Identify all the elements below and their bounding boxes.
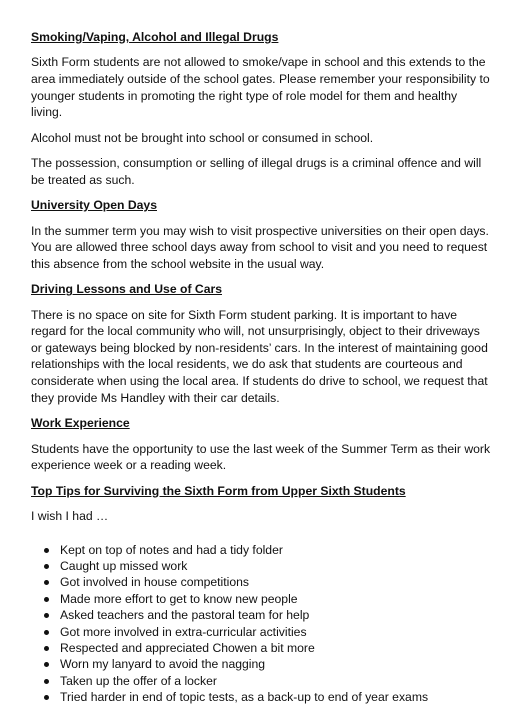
list-item	[31, 542, 491, 558]
paragraph: Sixth Form students are not allowed to smoke/vape in school and this extends to the area immediately outside of the school gates. Please remember your responsibility to younger students in promoting the right type of role model for them and healthy living.	[31, 55, 490, 120]
section-heading: University Open Days	[31, 198, 157, 213]
list-item	[31, 591, 491, 607]
list-item-text: Got involved in house competitions	[60, 575, 250, 590]
bullet-icon	[44, 662, 49, 667]
bullet-icon	[44, 613, 49, 618]
list-item	[31, 689, 491, 705]
section-heading: Work Experience	[31, 416, 130, 431]
bullet-icon	[44, 564, 49, 569]
section-heading: Driving Lessons and Use of Cars	[31, 282, 222, 297]
list-item-text: Worn my lanyard to avoid the nagging	[60, 657, 266, 672]
paragraph: There is no space on site for Sixth Form student parking. It is important to have regard for the local community who will, not unsurprisingly, object to their driveways or gateways being blocked by non-residents’ cars. In the interest of maintaining good relationships with the local residents, we do ask that students are courteous and considerate when using the local area. If students do drive to school, we request that they provide Ms Handley with their car details.	[31, 307, 488, 405]
section-heading: Top Tips for Surviving the Sixth Form from Upper Sixth Students	[31, 483, 406, 498]
list-item	[31, 607, 491, 623]
list-item-text: Made more effort to get to know new people	[60, 591, 298, 606]
bullet-icon	[44, 597, 49, 602]
paragraph: The possession, consumption or selling of illegal drugs is a criminal offence and will be treated as such.	[31, 156, 482, 187]
list-item	[31, 640, 491, 656]
bullet-icon	[44, 695, 49, 700]
section-university-open-days	[31, 197, 491, 272]
list-item-text: Respected and appreciated Chowen a bit more	[60, 640, 315, 655]
list-item	[31, 574, 491, 590]
bullet-icon	[44, 630, 49, 635]
list-item-text: Asked teachers and the pastoral team for help	[60, 608, 310, 623]
list-item	[31, 624, 491, 640]
list-item-text: Taken up the offer of a locker	[60, 673, 217, 688]
bullet-icon	[44, 548, 49, 553]
document-page	[31, 29, 491, 705]
section-work-experience	[31, 415, 491, 474]
section-top-tips	[31, 483, 491, 706]
section-driving-lessons-cars	[31, 281, 491, 406]
paragraph: Students have the opportunity to use the last week of the Summer Term as their work experience week or a reading week.	[31, 441, 491, 473]
section-smoking-alcohol-drugs	[31, 29, 491, 188]
bullet-icon	[44, 580, 49, 585]
list-item-text: Tried harder in end of topic tests, as a back-up to end of year exams	[60, 690, 429, 705]
paragraph: Alcohol must not be brought into school or consumed in school.	[31, 130, 374, 145]
list-item-text: Got more involved in extra-curricular activities	[60, 624, 307, 639]
bullet-icon	[44, 646, 49, 651]
list-item	[31, 673, 491, 689]
list-item-text: Caught up missed work	[60, 558, 188, 573]
list-item-text: Kept on top of notes and had a tidy folder	[60, 542, 283, 557]
paragraph: In the summer term you may wish to visit prospective universities on their open days. You are allowed three school days away from school to visit and you need to request this absence from the school website in the usual way.	[31, 223, 489, 271]
section-heading: Smoking/Vaping, Alcohol and Illegal Drugs	[31, 30, 279, 44]
bullet-icon	[44, 679, 49, 684]
paragraph-intro: I wish I had …	[31, 508, 109, 523]
tips-list	[31, 542, 491, 706]
list-item	[31, 558, 491, 574]
list-item	[31, 656, 491, 672]
